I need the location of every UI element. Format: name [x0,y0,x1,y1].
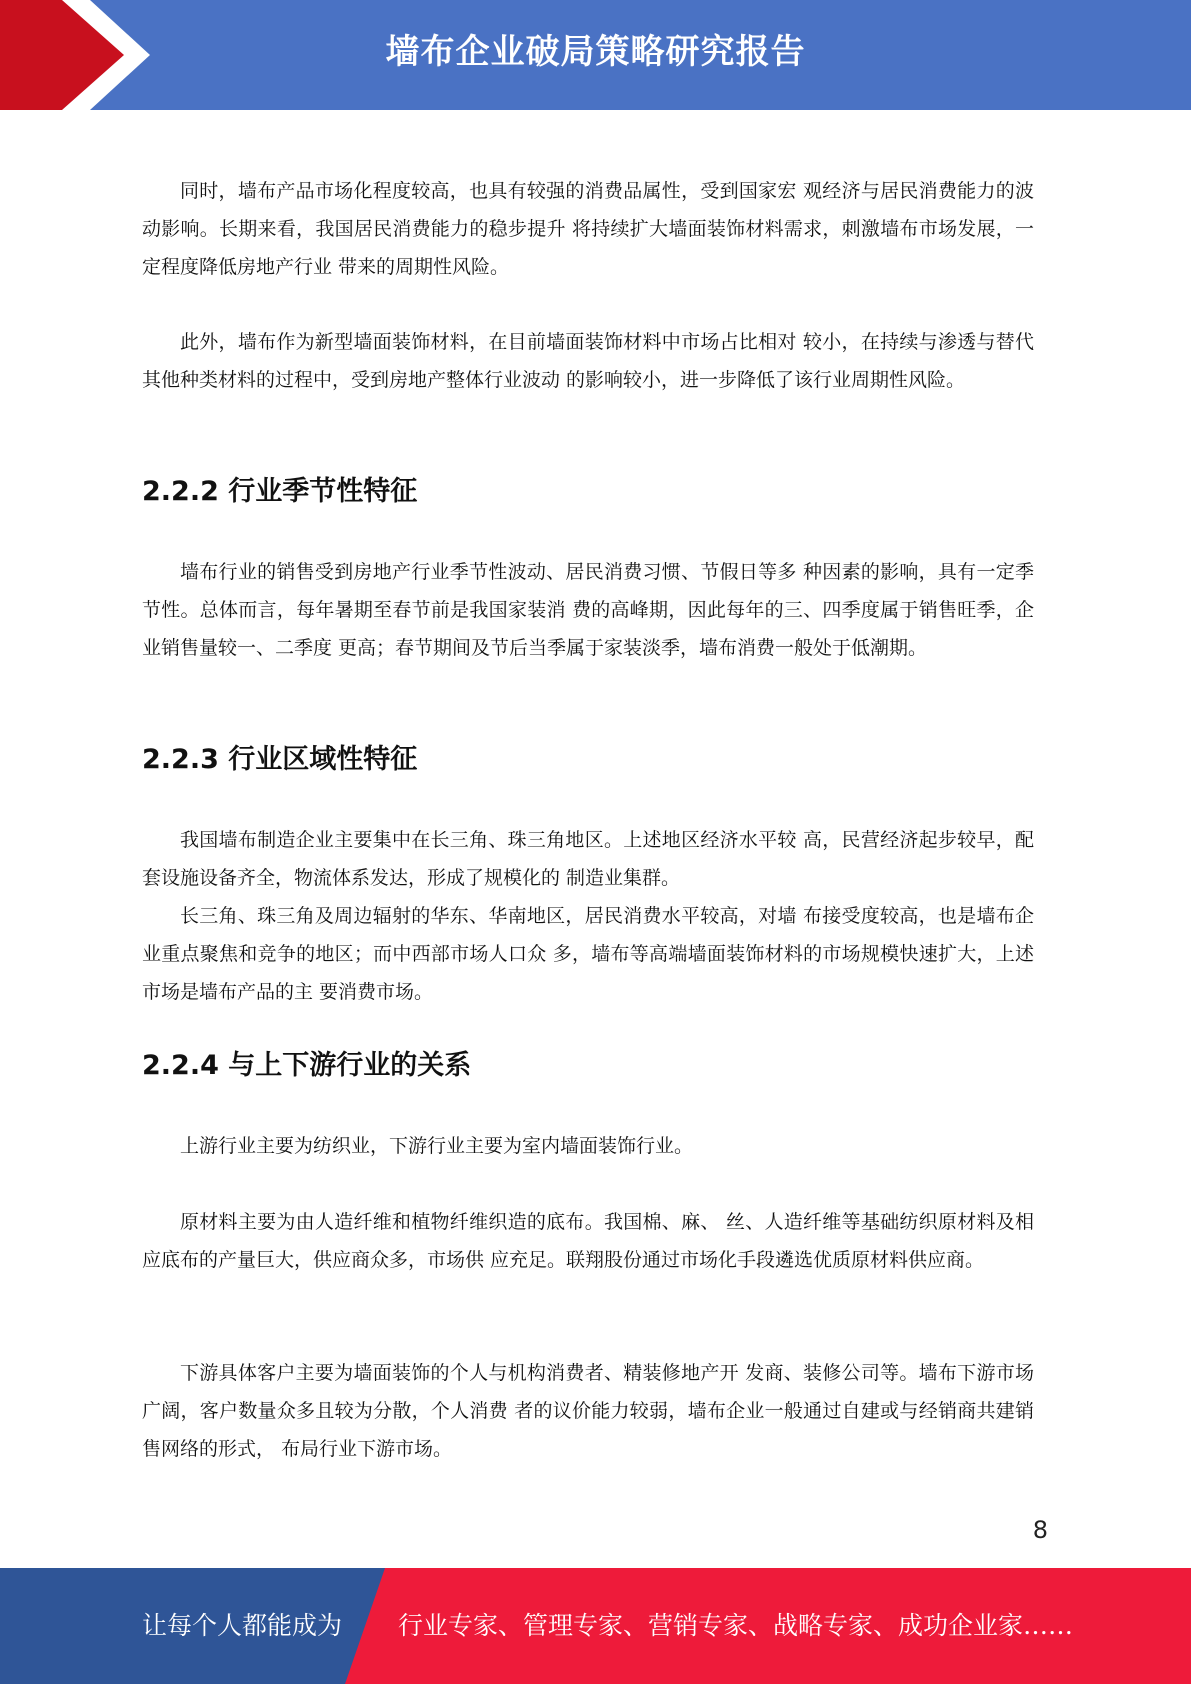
report-title: 墙布企业破局策略研究报告 [385,32,806,72]
paragraph: 长三角、珠三角及周边辐射的华东、华南地区，居民消费水平较高，对墙 布接受度较高，也是墙布企业重点聚焦和竞争的地区；而中西部市场人口众 多，墙布等高端墙面装饰材料的市场规模快速扩大，上述市场是墙布产品的主 要消费市场。 [142,905,1034,1003]
paragraph: 下游具体客户主要为墙面装饰的个人与机构消费者、精装修地产开 发商、装修公司等。墙布下游市场广阔，客户数量众多且较为分散，个人消费 者的议价能力较弱，墙布企业一般通过自建或与经销商共建销售网络的形式， 布局行业下游市场。 [142,1362,1034,1460]
page-header [0,0,1191,110]
page-number: 8 [1032,1516,1048,1544]
paragraph: 此外，墙布作为新型墙面装饰材料，在目前墙面装饰材料中市场占比相对 较小，在持续与渗透与替代其他种类材料的过程中，受到房地产整体行业波动 的影响较小，进一步降低了该行业周期性风险。 [142,331,1034,391]
paragraph: 我国墙布制造企业主要集中在长三角、珠三角地区。上述地区经济水平较 高，民营经济起步较早，配套设施设备齐全，物流体系发达，形成了规模化的 制造业集群。 [142,829,1034,889]
footer-slogan-left: 让每个人都能成为 [142,1611,343,1640]
paragraph: 同时，墙布产品市场化程度较高，也具有较强的消费品属性，受到国家宏 观经济与居民消费能力的波动影响。长期来看，我国居民消费能力的稳步提升 将持续扩大墙面装饰材料需求，刺激墙布市场发展，一定程度降低房地产行业 带来的周期性风险。 [142,180,1034,278]
footer-slogan-right: 行业专家、管理专家、营销专家、战略专家、成功企业家…… [398,1611,1074,1640]
section-heading: 2.2.2 行业季节性特征 [142,476,418,507]
section-heading: 2.2.3 行业区域性特征 [142,744,418,775]
page-footer [0,1568,1191,1684]
paragraph: 原材料主要为由人造纤维和植物纤维织造的底布。我国棉、麻、 丝、人造纤维等基础纺织原材料及相应底布的产量巨大，供应商众多，市场供 应充足。联翔股份通过市场化手段遴选优质原材料供应商。 [142,1211,1034,1271]
paragraph: 墙布行业的销售受到房地产行业季节性波动、居民消费习惯、节假日等多 种因素的影响，具有一定季节性。总体而言，每年暑期至春节前是我国家装消 费的高峰期，因此每年的三、四季度属于销售旺季，企业销售量较一、二季度 更高；春节期间及节后当季属于家装淡季，墙布消费一般处于低潮期。 [142,561,1034,659]
section-heading: 2.2.4 与上下游行业的关系 [142,1050,472,1081]
paragraph: 上游行业主要为纺织业，下游行业主要为室内墙面装饰行业。 [180,1135,694,1157]
